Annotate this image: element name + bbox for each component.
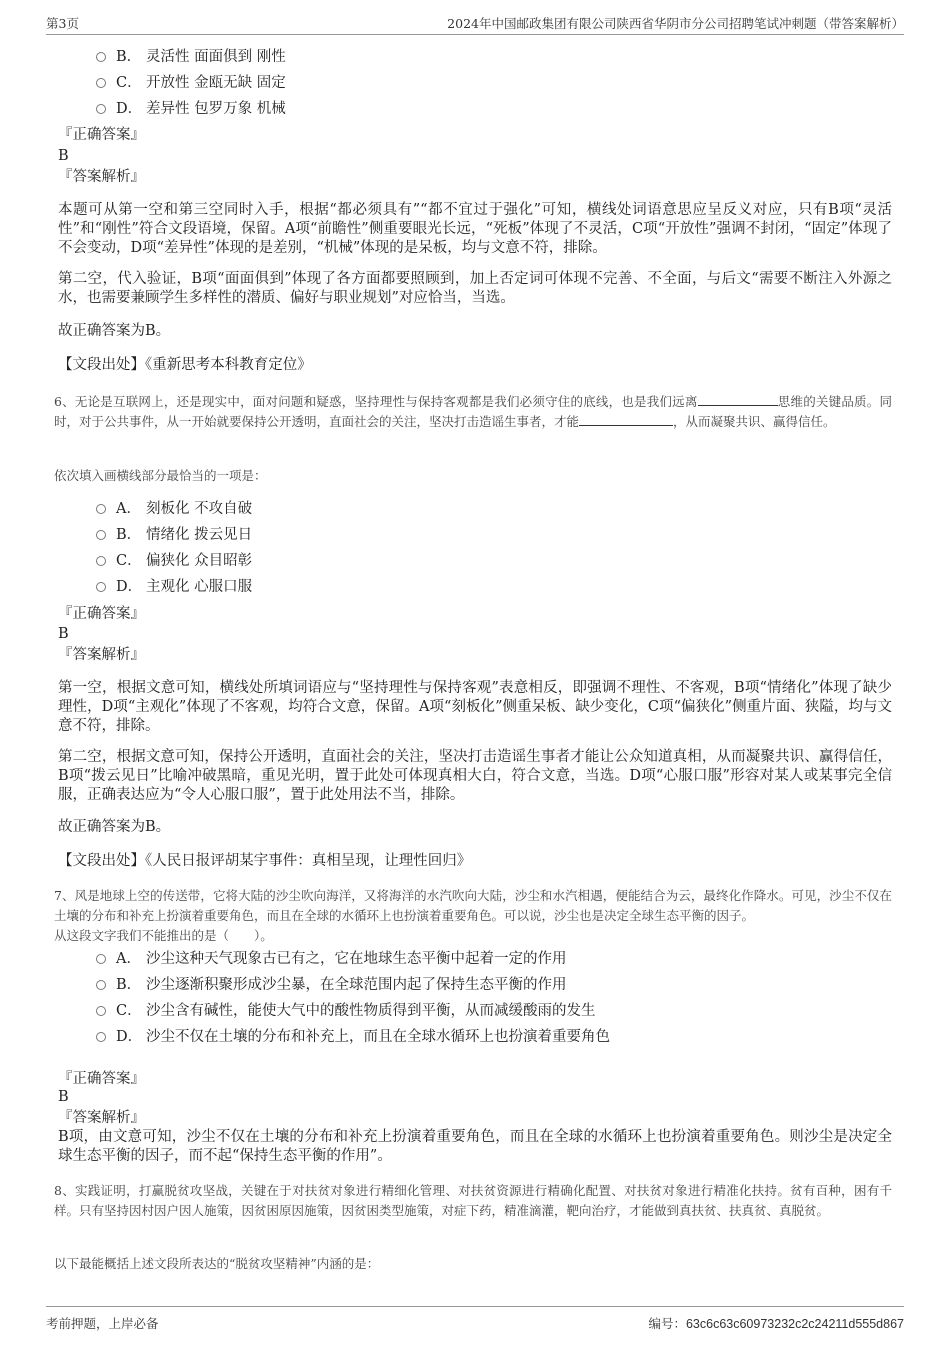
radio-icon[interactable]: [96, 104, 106, 114]
q6-analysis-para-1: 第一空，根据文意可知，横线处所填词语应与“坚持理性与保持客观”表意相反，即强调不理性、不客观，B项“情绪化”体现了缺少理性，D项“主观化”体现了不客观，均符合文意，保留。A项“刻板化”侧重呆板、缺少变化，C项“偏狭化”侧重片面、狭隘，均与文意不符，排除。: [58, 680, 892, 734]
document-code: 编号：63c6c63c60973232c2c24211d555d867: [648, 1316, 904, 1331]
page-footer: [46, 1306, 904, 1336]
q6-prompt: 依次填入画横线部分最恰当的一项是：: [54, 468, 267, 483]
q6-analysis-para-2: 第二空，根据文意可知，保持公开透明，直面社会的关注，坚决打击造谣生事者才能让公众知道真相，从而凝聚共识、赢得信任，B项“拨云见日”比喻冲破黑暗，重见光明，置于此处可体现真相大白，符合文意，当选。D项“心服口服”形容对某人或某事完全信服，正确表达应为“令人心服口服”，置于此处用法不当，排除。: [58, 749, 892, 803]
radio-icon[interactable]: [96, 78, 106, 88]
q8-stem: 8、实践证明，打赢脱贫攻坚战，关键在于对扶贫对象进行精细化管理、对扶贫资源进行精确化配置、对扶贫对象进行精准化扶持。贫有百种，困有千样。只有坚持因村因户因人施策，因贫困原因施策，因贫困类型施策，对症下药，精准滴灌，靶向治疗，才能做到真扶贫、扶真贫、真脱贫。: [54, 1183, 892, 1218]
q5-option-d[interactable]: D． 差异性 包罗万象 机械: [96, 99, 286, 119]
q7-option-a[interactable]: A． 沙尘这种天气现象古已有之，它在地球生态平衡中起着一定的作用: [96, 949, 567, 969]
q5-option-b[interactable]: B． 灵活性 面面俱到 刚性: [96, 47, 286, 67]
q5-analysis-para-1: 本题可从第一空和第三空同时入手，根据“都必须具有”“都不宜过于强化”可知，横线处词语意思应呈反义对应，只有B项“灵活性”和“刚性”符合文段语境，保留。A项“前瞻性”侧重要眼光长远，“死板”体现了不灵活，C项“开放性”强调不封闭，“固定”体现了不会变动，D项“差异性”体现的是差别，“机械”体现的是呆板，均与文意不符，排除。: [58, 202, 892, 256]
q6-option-d[interactable]: D． 主观化 心服口服: [96, 577, 252, 597]
q7-answer-label: 『正确答案』: [58, 1071, 145, 1087]
radio-icon[interactable]: [96, 980, 106, 990]
q8-prompt: 以下最能概括上述文段所表达的“脱贫攻坚精神”内涵的是：: [54, 1256, 380, 1271]
radio-icon[interactable]: [96, 954, 106, 964]
q5-source: 【文段出处】《重新思考本科教育定位》: [58, 357, 312, 373]
radio-icon[interactable]: [96, 1032, 106, 1042]
q7-stem: 7、风是地球上空的传送带，它将大陆的沙尘吹向海洋，又将海洋的水汽吹向大陆，沙尘和水汽相遇，便能结合为云，最终化作降水。可见，沙尘不仅在土壤的分布和补充上扮演着重要角色，而且在全球的水循环上也扮演着重要角色。可以说，沙尘也是决定全球生态平衡的因子。: [54, 888, 892, 923]
footer-slogan: 考前押题，上岸必备: [46, 1316, 159, 1331]
radio-icon[interactable]: [96, 52, 106, 62]
q5-analysis-para-3: 故正确答案为B。: [58, 323, 171, 339]
q6-analysis-label: 『答案解析』: [58, 647, 145, 663]
q7-analysis: B项，由文意可知，沙尘不仅在土壤的分布和补充上扮演着重要角色，而且在全球的水循环上也扮演着重要角色。则沙尘是决定全球生态平衡的因子，而不起“保持生态平衡的作用”。: [58, 1129, 892, 1164]
q6-analysis-para-3: 故正确答案为B。: [58, 819, 171, 835]
q5-answer: B: [58, 148, 69, 164]
radio-icon[interactable]: [96, 1006, 106, 1016]
q6-option-c[interactable]: C． 偏狭化 众目昭彰: [96, 551, 252, 571]
q5-analysis-label: 『答案解析』: [58, 169, 145, 185]
q7-prompt: 从这段文字我们不能推出的是（ ）。: [54, 928, 273, 943]
page-header: [46, 10, 904, 32]
page-number: 第3页: [46, 16, 79, 31]
radio-icon[interactable]: [96, 556, 106, 566]
q6-option-a[interactable]: A． 刻板化 不攻自破: [96, 499, 252, 519]
q7-option-d[interactable]: D． 沙尘不仅在土壤的分布和补充上，而且在全球水循环上也扮演着重要角色: [96, 1027, 610, 1047]
q7-analysis-label: 『答案解析』: [58, 1110, 145, 1126]
q7-option-c[interactable]: C． 沙尘含有碱性，能使大气中的酸性物质得到平衡，从而减缓酸雨的发生: [96, 1001, 596, 1021]
q6-stem: 6、无论是互联网上，还是现实中，面对问题和疑惑，坚持理性与保持客观都是我们必须守住的底线，也是我们远离 思维的关键品质。同时，对于公共事件，从一开始就要保持公开透明，直面社会的关注，坚决打击造谣生事者，才能 ，从而凝聚共识、赢得信任。: [54, 394, 892, 429]
header-divider: [46, 34, 904, 35]
q6-source: 【文段出处】《人民日报评胡某宇事件：真相呈现，让理性回归》: [58, 853, 472, 869]
q5-option-c[interactable]: C． 开放性 金瓯无缺 固定: [96, 73, 286, 93]
radio-icon[interactable]: [96, 530, 106, 540]
q6-answer-label: 『正确答案』: [58, 606, 145, 622]
q7-option-b[interactable]: B． 沙尘逐渐积聚形成沙尘暴，在全球范围内起了保持生态平衡的作用: [96, 975, 567, 995]
q7-answer: B: [58, 1089, 69, 1105]
document-title: 2024年中国邮政集团有限公司陕西省华阴市分公司招聘笔试冲刺题（带答案解析）: [447, 16, 904, 31]
q6-answer: B: [58, 626, 69, 642]
fill-blank: [579, 413, 673, 426]
radio-icon[interactable]: [96, 504, 106, 514]
fill-blank: [698, 393, 778, 406]
q5-answer-label: 『正确答案』: [58, 127, 145, 143]
q6-option-b[interactable]: B． 情绪化 拨云见日: [96, 525, 252, 545]
footer-divider: [46, 1306, 904, 1307]
radio-icon[interactable]: [96, 582, 106, 592]
q5-analysis-para-2: 第二空，代入验证，B项“面面俱到”体现了各方面都要照顾到，加上否定词可体现不完善、不全面，与后文“需要不断注入外源之水，也需要兼顾学生多样性的潜质、偏好与职业规划”对应恰当，当选。: [58, 271, 892, 306]
